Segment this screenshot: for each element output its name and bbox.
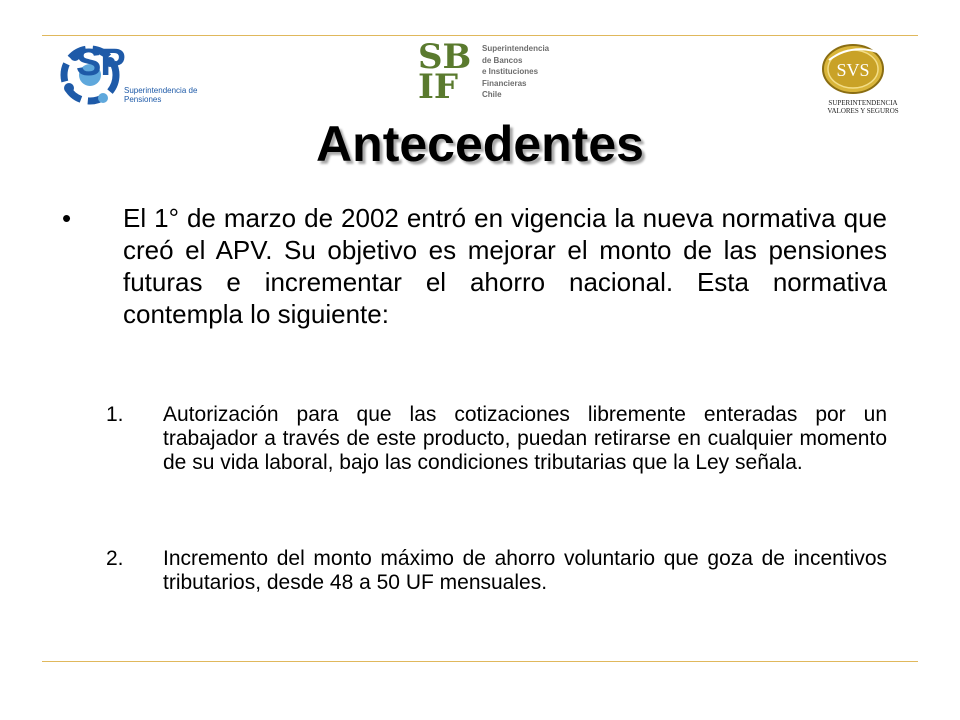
svs-name-line1: SUPERINTENDENCIA <box>828 99 898 107</box>
svs-emblem-icon <box>805 40 915 100</box>
sbif-logo-mark <box>418 37 476 107</box>
svs-logo-mark: SVS <box>836 60 870 80</box>
top-divider <box>42 35 918 36</box>
sp-logo-mark: SP <box>76 42 125 84</box>
sp-logo-name <box>124 86 214 104</box>
list-item-text: Incremento del monto máximo de ahorro voluntario que goza de incentivos tributarios, desde 48 a 50 UF mensuales. <box>163 547 887 594</box>
sbif-name-line: Superintendencia <box>482 44 550 53</box>
list-item-number: 1. <box>106 403 124 426</box>
sbif-mark-line2: IF <box>418 67 459 107</box>
bottom-divider <box>42 661 918 662</box>
bullet-text: El 1° de marzo de 2002 entró en vigencia la nueva normativa que creó el APV. Su objetivo es mejorar el monto de las pensiones futuras e incrementar el ahorro nacional. Esta normativa contempla lo siguiente: <box>123 203 887 329</box>
list-item-text: Autorización para que las cotizaciones libremente enteradas por un trabajador a través de este producto, puedan retirarse en cualquier momento de su vida laboral, bajo las condiciones tributarias que la Ley señala. <box>163 403 887 474</box>
sbif-mark-line1: SB <box>418 37 472 77</box>
sbif-name-line: Chile <box>482 90 502 99</box>
sbif-logo-name <box>482 43 562 101</box>
bullet-symbol: • <box>62 203 72 233</box>
list-item-number: 2. <box>106 547 124 570</box>
sbif-name-line: e Instituciones <box>482 67 539 76</box>
svs-name-line2: VALORES Y SEGUROS <box>827 107 899 115</box>
sbif-name-line: de Bancos <box>482 55 523 65</box>
sbif-name-line: Financieras <box>482 78 527 88</box>
sp-name-line2: Pensiones <box>124 95 162 104</box>
slide-title: Antecedentes <box>316 116 644 172</box>
sp-name-line1: Superintendencia de <box>124 86 198 95</box>
